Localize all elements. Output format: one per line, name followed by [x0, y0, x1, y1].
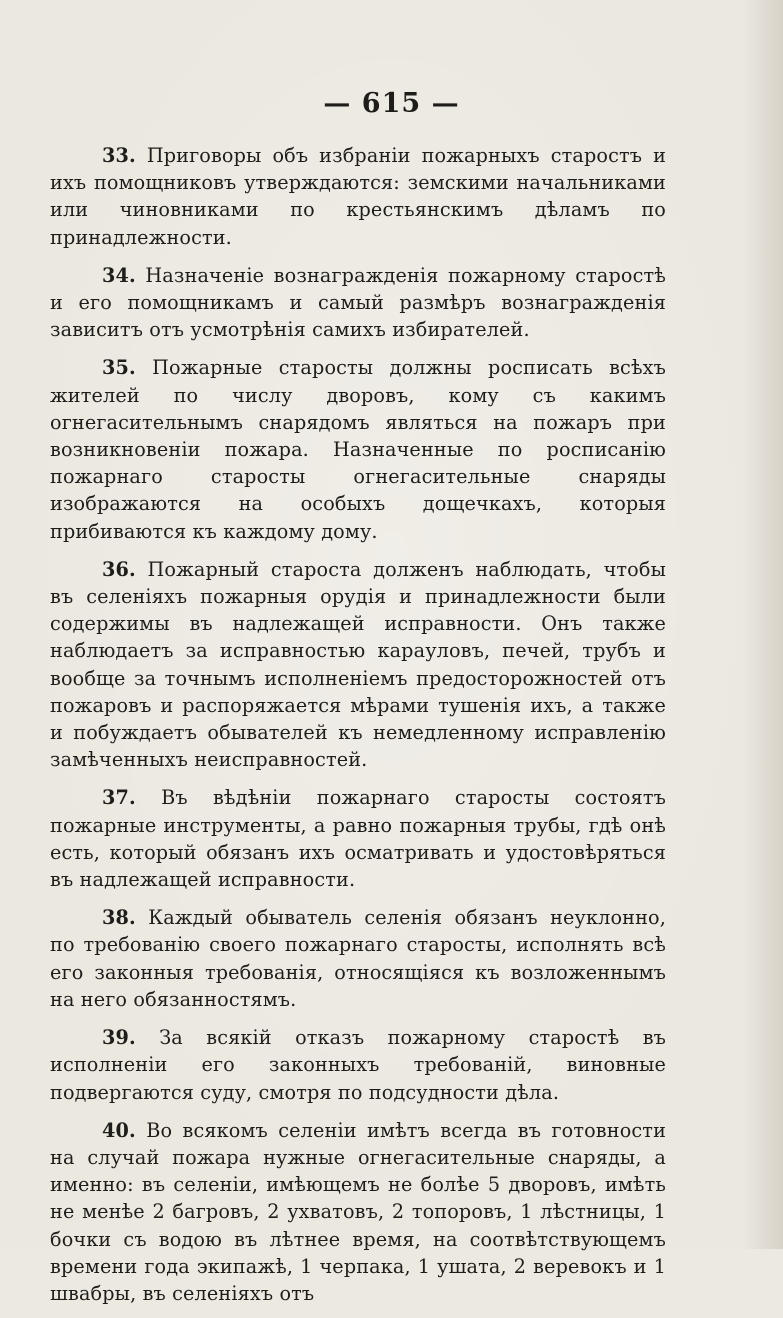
paragraph-number: 33.	[102, 144, 136, 167]
paragraph-number: 36.	[102, 557, 136, 581]
paragraph-text: Приговоры объ избраніи пожарныхъ старостъ и ихъ помощниковъ утверждаются: земскими начальниками или чиновниками по крестьянскимъ дѣламъ по принадлежности.	[50, 144, 667, 249]
paragraph-text: Пожарный староста долженъ наблюдать, чтобы въ селеніяхъ пожарныя орудія и принадлежности были содержимы въ надлежащей исправности. Онъ также наблюдаетъ за исправностью карауловъ, печей, трубъ и вообще за точнымъ исполненіемъ предосторожностей отъ пожаровъ и распоряжается мѣрами тушенія ихъ, а также и побуждаетъ обывателей къ немедленному исправленію замѣченныхъ неисправностей.	[50, 557, 666, 772]
page-edge-shadow	[743, 0, 783, 1249]
paragraph-33	[50, 142, 666, 251]
paragraph-text: Во всякомъ селеніи имѣтъ всегда въ готовности на случай пожара нужные огнегасительные снаряды, а именно: въ селеніи, имѣющемъ не болѣе 5 дворовъ, имѣть не менѣе 2 багровъ, 2 ухватовъ, 2 топоровъ, 1 лѣстницы, 1 бочки съ водою въ лѣтнее время, на соотвѣтствующемъ времени года экипажѣ, 1 черпака, 1 ушата, 2 веревокъ и 1 швабры, въ селеніяхъ отъ	[50, 1118, 667, 1305]
paragraph-35	[50, 354, 666, 544]
paragraph-number: 39.	[102, 1026, 136, 1050]
page-number: — 615 —	[323, 88, 460, 119]
main-text	[50, 142, 666, 1318]
paragraph-text: За всякій отказъ пожарному старостѣ въ исполненіи его законныхъ требованій, виновные подвергаются суду, смотря по подсудности дѣла.	[50, 1026, 666, 1104]
paragraph-38	[50, 904, 666, 1013]
paragraph-37	[50, 784, 666, 893]
paragraph-text: Пожарные старосты должны росписать всѣхъ жителей по числу дворовъ, кому съ какимъ огнегасительнымъ снарядомъ являться на пожаръ при возникновеніи пожара. Назначенные по росписанію пожарнаго старосты огнегасительные снаряды изображаются на особыхъ дощечкахъ, которыя прибиваются къ каждому дому.	[50, 356, 667, 543]
paragraph-text: Каждый обыватель селенія обязанъ неуклонно, по требованію своего пожарнаго старосты, исполнять всѣ его законныя требованія, относящіяся къ возложеннымъ на него обязанностямъ.	[50, 906, 667, 1011]
paragraph-34	[50, 262, 666, 344]
paragraph-39	[50, 1024, 666, 1106]
paragraph-40	[50, 1117, 666, 1307]
paragraph-number: 35.	[102, 356, 136, 380]
paragraph-text: Назначеніе вознагражденія пожарному старостѣ и его помощникамъ и самый размѣръ вознагражденія зависитъ отъ усмотрѣнія самихъ избирателей.	[50, 263, 666, 342]
paragraph-number: 40.	[102, 1118, 136, 1142]
paragraph-number: 38.	[102, 906, 136, 930]
paragraph-number: 37.	[102, 786, 136, 810]
paragraph-number: 34.	[102, 263, 136, 287]
paragraph-36	[50, 556, 666, 774]
paragraph-text: Въ вѣдѣніи пожарнаго старосты состоятъ пожарные инструменты, а равно пожарныя трубы, гдѣ онѣ есть, который обязанъ ихъ осматривать и удостовѣряться въ надлежащей исправности.	[50, 786, 666, 892]
